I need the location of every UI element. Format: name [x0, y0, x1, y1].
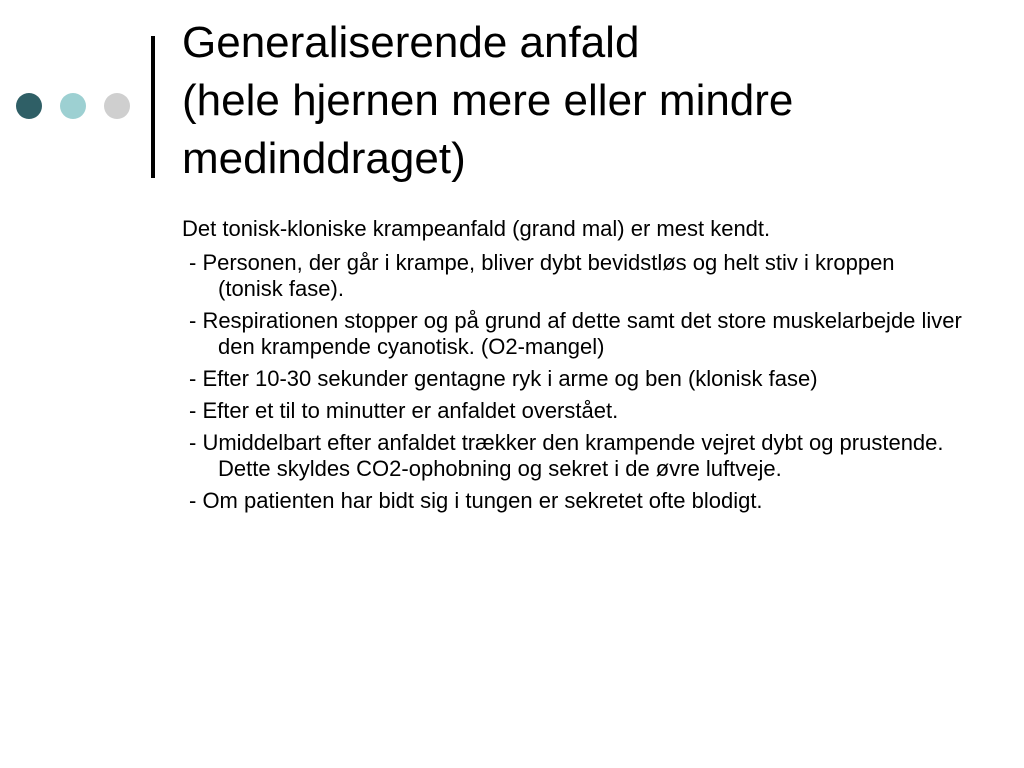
slide-body: [182, 216, 962, 520]
bullet-item-after-seizure: - Umiddelbart efter anfaldet trækker den krampende vejret dybt og prustende. Dette skyldes CO2-ophobning og sekret i de øvre luftveje.: [189, 430, 944, 481]
dot-light-teal: [60, 93, 86, 119]
dot-gray: [104, 93, 130, 119]
bullet-item-bitten-tongue: - Om patienten har bidt sig i tungen er sekretet ofte blodigt.: [189, 488, 763, 513]
bullet-item-respiration: - Respirationen stopper og på grund af dette samt det store muskelarbejde liver den krampende cyanotisk. (O2-mangel): [189, 308, 962, 359]
intro-text: Det tonisk-kloniske krampeanfald (grand mal) er mest kendt.: [182, 216, 771, 241]
title-line-2: (hele hjernen mere eller mindre: [182, 76, 794, 125]
decorative-dots: [16, 93, 136, 123]
title-divider-line: [151, 36, 155, 178]
bullet-list: [182, 250, 962, 514]
bullet-item-tonic-phase: - Personen, der går i krampe, bliver dybt bevidstløs og helt stiv i kroppen (tonisk fase).: [189, 250, 895, 301]
title-line-1: Generaliserende anfald: [182, 18, 640, 67]
dot-dark-teal: [16, 93, 42, 119]
bullet-item-duration: - Efter et til to minutter er anfaldet overstået.: [189, 398, 619, 423]
title-line-3: medinddraget): [182, 134, 466, 183]
bullet-item-clonic-phase: - Efter 10-30 sekunder gentagne ryk i arme og ben (klonisk fase): [189, 366, 818, 391]
slide-title: [182, 14, 1002, 188]
